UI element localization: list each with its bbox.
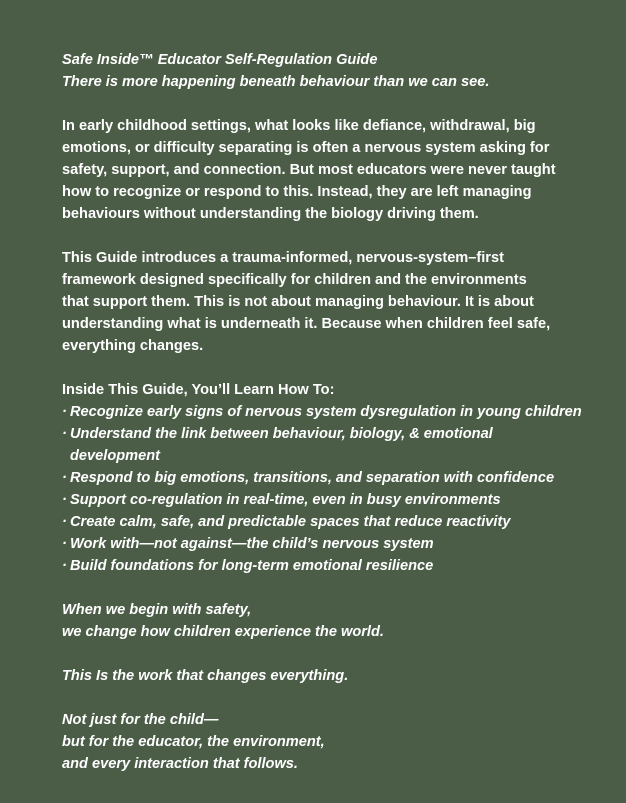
list-item-text: Respond to big emotions, transitions, and separation with confidence — [70, 470, 555, 486]
final-statement — [62, 709, 586, 775]
list-item-text: Recognize early signs of nervous system dysregulation in young children — [70, 404, 582, 420]
list-item — [62, 401, 586, 423]
work-statement: This Is the work that changes everything. — [62, 668, 349, 684]
final-line: Not just for the child— — [62, 712, 219, 728]
framework-line: that support them. This is not about managing behaviour. It is about — [62, 294, 534, 310]
bullet-icon: · — [62, 426, 67, 442]
bullet-icon: · — [62, 514, 67, 530]
spacer — [62, 643, 586, 665]
list-item — [62, 533, 586, 555]
list-item-text: Build foundations for long-term emotional resilience — [70, 558, 434, 574]
guide-tagline: There is more happening beneath behaviour than we can see. — [62, 74, 490, 90]
spacer — [62, 577, 586, 599]
list-item-text: Support co-regulation in real-time, even in busy environments — [70, 492, 501, 508]
list-item — [62, 555, 586, 577]
spacer — [62, 225, 586, 247]
list-item — [62, 423, 586, 467]
spacer — [62, 357, 586, 379]
framework-line: framework designed specifically for children and the environments — [62, 272, 527, 288]
bullet-icon: · — [62, 492, 67, 508]
intro-line: safety, support, and connection. But most educators were never taught — [62, 162, 556, 178]
guide-title: Safe Inside™ Educator Self-Regulation Guide — [62, 52, 378, 68]
learn-heading: Inside This Guide, You’ll Learn How To: — [62, 382, 335, 398]
list-item-text: Create calm, safe, and predictable spaces that reduce reactivity — [70, 514, 511, 530]
guide-header — [62, 49, 586, 93]
framework-paragraph — [62, 247, 586, 357]
intro-line: how to recognize or respond to this. Instead, they are left managing — [62, 184, 532, 200]
bullet-icon: · — [62, 404, 67, 420]
safety-line: When we begin with safety, — [62, 602, 252, 618]
final-line: and every interaction that follows. — [62, 756, 298, 772]
list-item-text: development — [70, 448, 161, 464]
final-line: but for the educator, the environment, — [62, 734, 325, 750]
framework-line: everything changes. — [62, 338, 204, 354]
safety-statement — [62, 599, 586, 643]
list-item-text: Work with—not against—the child’s nervous system — [70, 536, 434, 552]
framework-line: understanding what is underneath it. Because when children feel safe, — [62, 316, 551, 332]
intro-paragraph — [62, 115, 586, 225]
bullet-icon: · — [62, 536, 67, 552]
bullet-icon: · — [62, 470, 67, 486]
spacer — [62, 687, 586, 709]
bullet-icon: · — [62, 558, 67, 574]
list-item — [62, 511, 586, 533]
intro-line: emotions, or difficulty separating is often a nervous system asking for — [62, 140, 550, 156]
list-item — [62, 467, 586, 489]
list-item-text: Understand the link between behaviour, biology, & emotional — [70, 426, 493, 442]
safety-line: we change how children experience the world. — [62, 624, 384, 640]
learn-list — [62, 401, 586, 577]
list-item — [62, 489, 586, 511]
intro-line: behaviours without understanding the biology driving them. — [62, 206, 479, 222]
framework-line: This Guide introduces a trauma-informed, nervous-system–first — [62, 250, 504, 266]
spacer — [62, 93, 586, 115]
intro-line: In early childhood settings, what looks like defiance, withdrawal, big — [62, 118, 536, 134]
